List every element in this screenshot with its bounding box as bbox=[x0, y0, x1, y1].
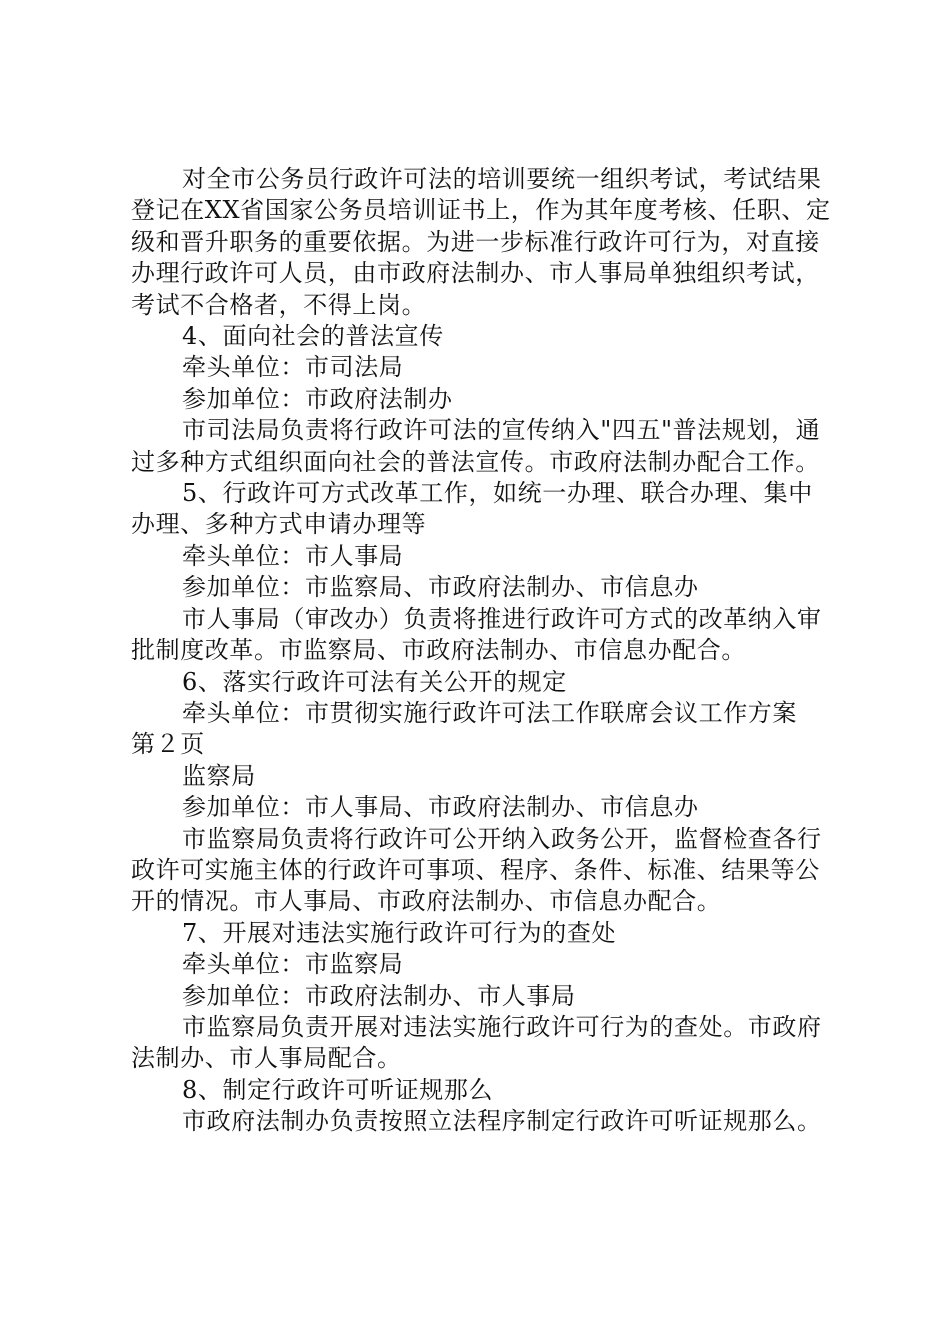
participating-units-item-4: 参加单位：市政府法制办 bbox=[182, 384, 453, 413]
participating-units-item-6: 参加单位：市人事局、市政府法制办、市信息办 bbox=[182, 793, 699, 822]
page-marker: 第２页 bbox=[131, 730, 205, 759]
heading-item-6: 6、落实行政许可法有关公开的规定 bbox=[182, 667, 567, 696]
paragraph-item-5-description: 市人事局（审改办）负责将推进行政许可方式的改革纳入审批制度改革。市监察局、市政府法制办、市信息办配合。 bbox=[131, 604, 822, 665]
lead-unit-item-4: 牵头单位：市司法局 bbox=[182, 353, 404, 382]
paragraph-item-7-description: 市监察局负责开展对违法实施行政许可行为的查处。市政府法制办、市人事局配合。 bbox=[131, 1012, 822, 1073]
paragraph-training-exam: 对全市公务员行政许可法的培训要统一组织考试，考试结果登记在XX省国家公务员培训证书上，作为其年度考核、任职、定级和晋升职务的重要依据。为进一步标准行政许可行为，对直接办理行政许可人员，由市政府法制办、市人事局单独组织考试，考试不合格者，不得上岗。 bbox=[131, 165, 831, 319]
paragraph-item-6-description: 市监察局负责将行政许可公开纳入政务公开，监督检查各行政许可实施主体的行政许可事项、程序、条件、标准、结果等公开的情况。市人事局、市政府法制办、市信息办配合。 bbox=[131, 824, 822, 916]
heading-item-5: 5、行政许可方式改革工作，如统一办理、联合办理、集中办理、多种方式申请办理等 bbox=[131, 479, 813, 539]
participating-units-item-7: 参加单位：市政府法制办、市人事局 bbox=[182, 981, 576, 1010]
lead-unit-item-6-continued: 监察局 bbox=[182, 761, 256, 790]
paragraph-item-4-description: 市司法局负责将行政许可法的宣传纳入"四五"普法规划，通过多种方式组织面向社会的普法宣传。市政府法制办配合工作。 bbox=[131, 416, 821, 476]
lead-unit-item-7: 牵头单位：市监察局 bbox=[182, 950, 404, 979]
lead-unit-item-6: 牵头单位：市贯彻实施行政许可法工作联席会议工作方案 bbox=[182, 698, 797, 727]
document-body bbox=[131, 164, 831, 1138]
heading-item-7: 7、开展对违法实施行政许可行为的查处 bbox=[182, 918, 617, 947]
heading-item-8: 8、制定行政许可听证规那么 bbox=[182, 1075, 494, 1104]
lead-unit-item-5: 牵头单位：市人事局 bbox=[182, 541, 404, 570]
paragraph-item-8-description: 市政府法制办负责按照立法程序制定行政许可听证规那么。 bbox=[182, 1107, 822, 1136]
heading-item-4: 4、面向社会的普法宣传 bbox=[182, 322, 444, 351]
participating-units-item-5: 参加单位：市监察局、市政府法制办、市信息办 bbox=[182, 573, 699, 602]
